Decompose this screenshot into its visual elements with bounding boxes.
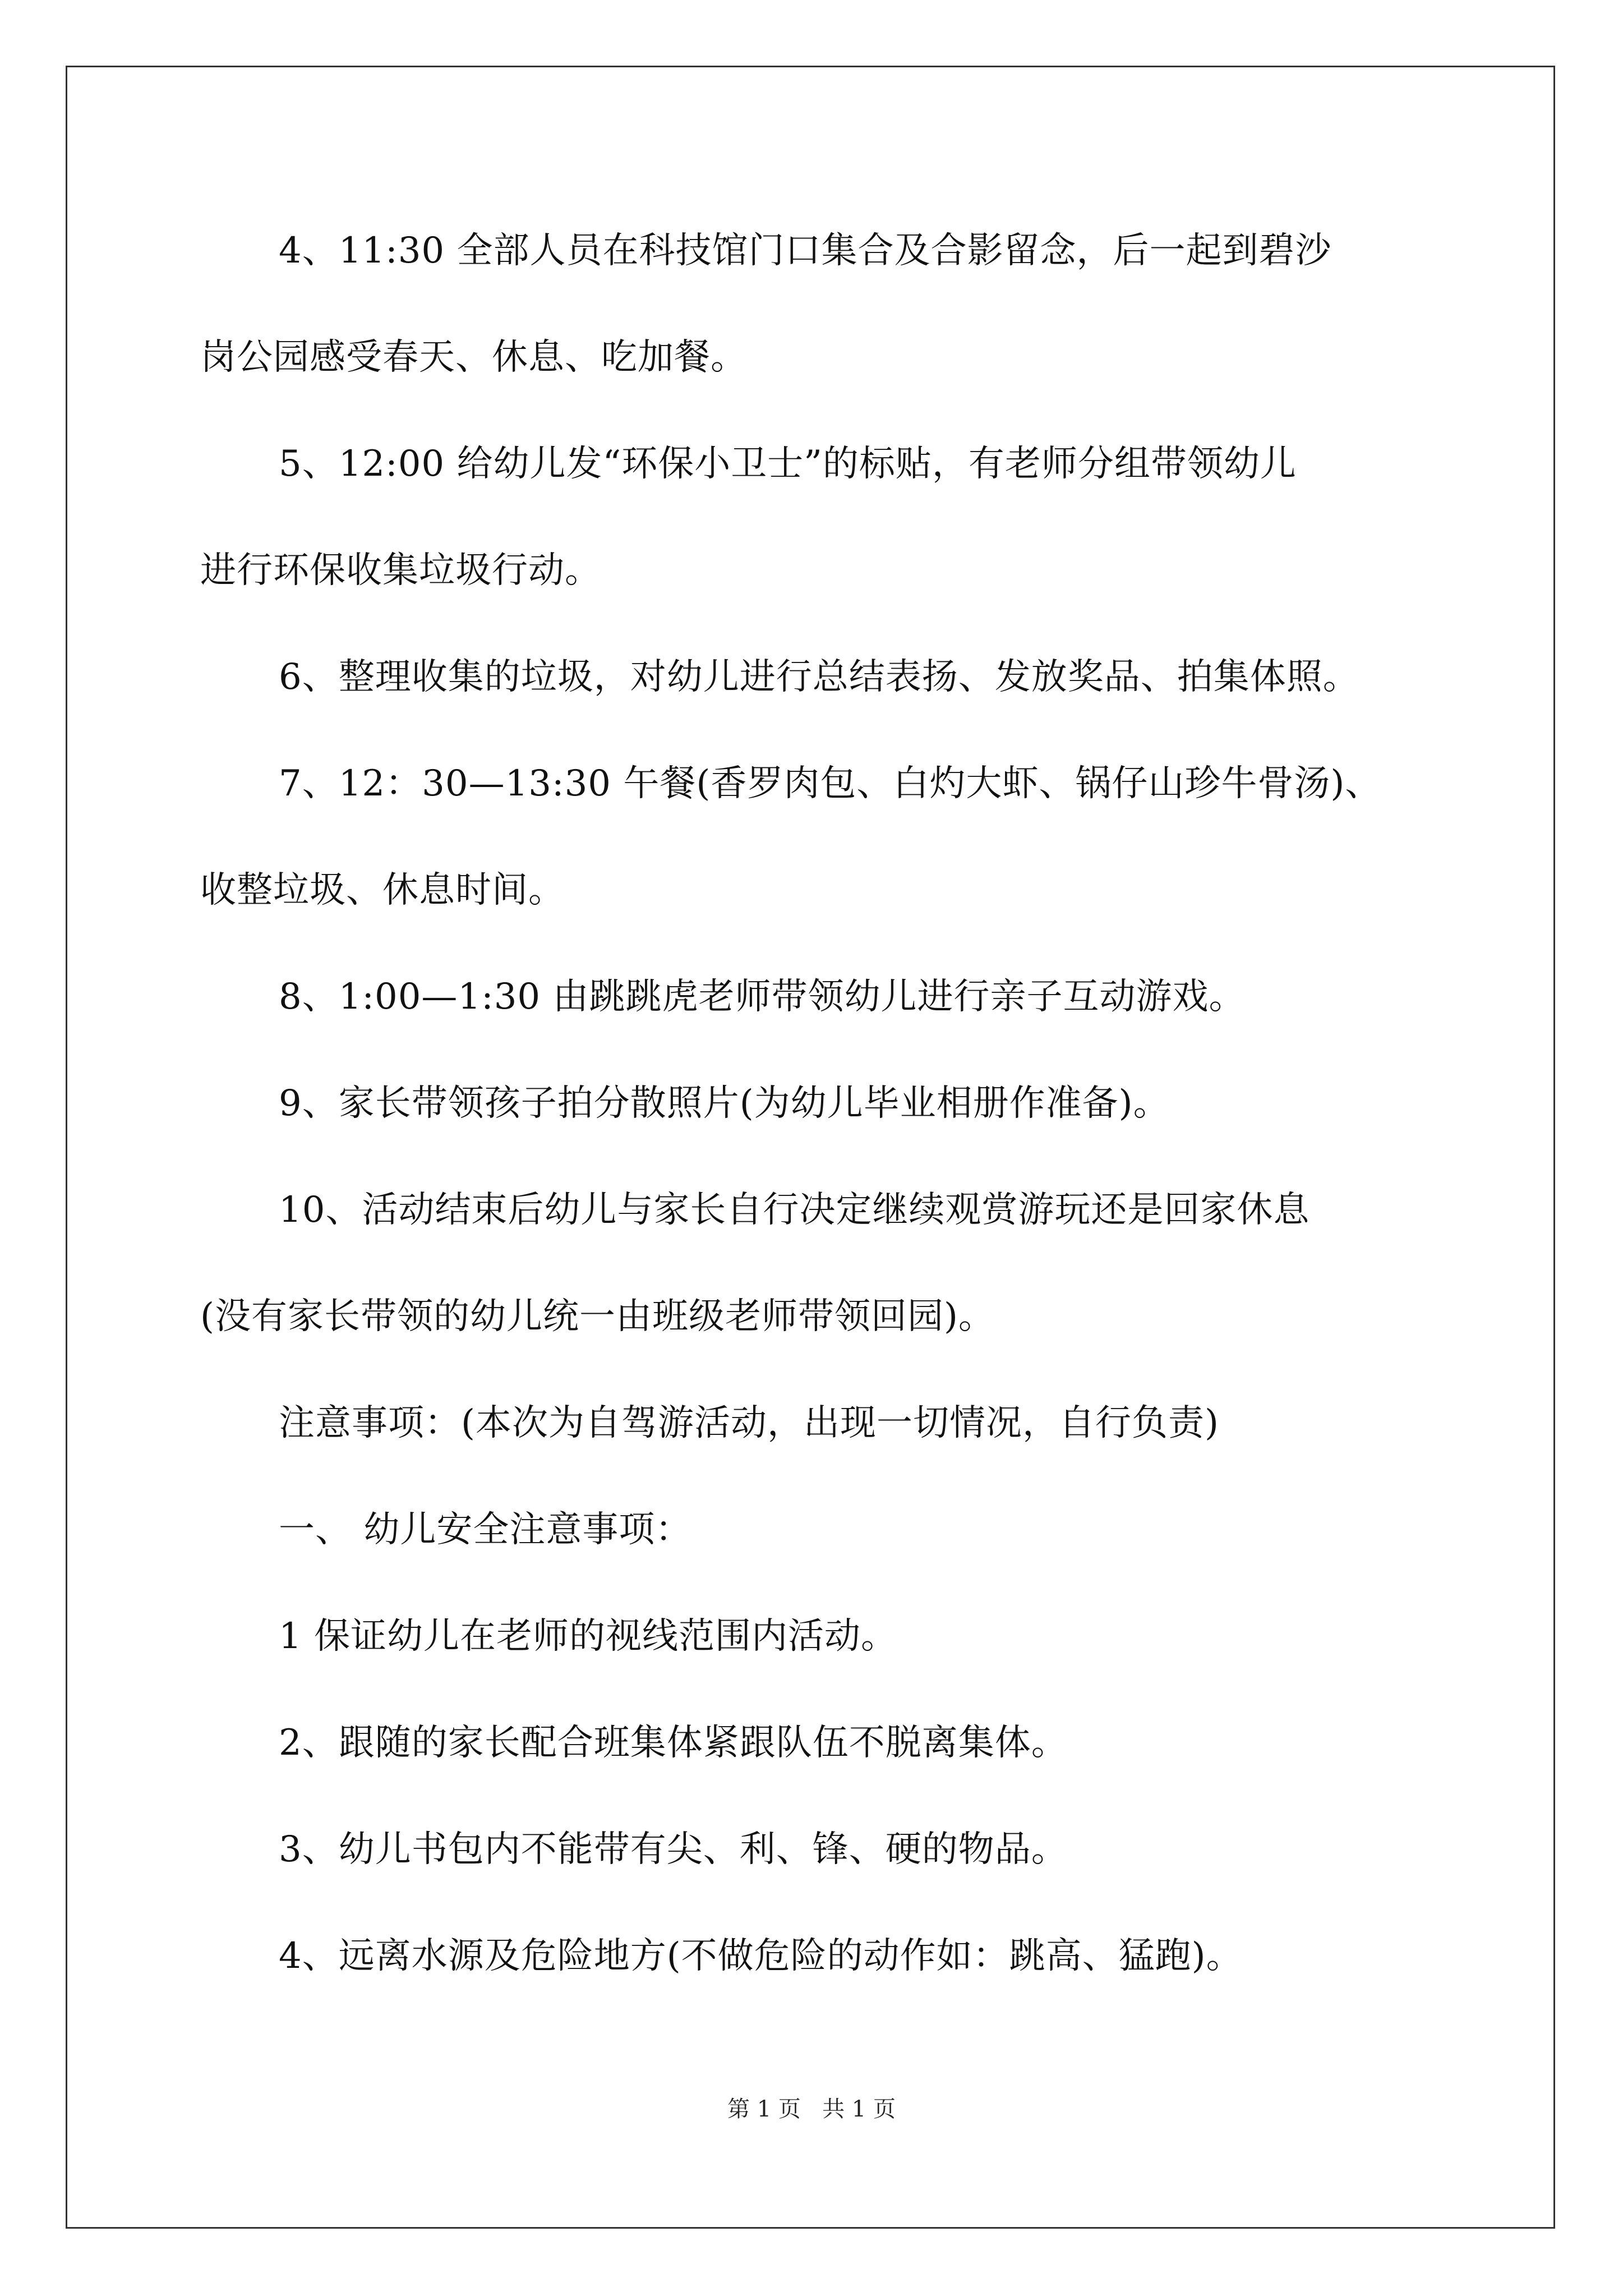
text-line: 收整垃圾、休息时间。 [200,869,565,911]
page-border [66,66,1555,2229]
text-line: 8、1:00—1:30 由跳跳虎老师带领幼儿进行亲子互动游戏。 [279,976,1246,1018]
text-line: 10、活动结束后幼儿与家长自行决定继续观赏游玩还是回家休息 [279,1189,1310,1231]
text-line: 6、整理收集的垃圾，对幼儿进行总结表扬、发放奖品、拍集体照。 [279,656,1359,698]
page-footer: 第 1 页 共 1 页 [727,2096,896,2122]
text-line: 5、12:00 给幼儿发“环保小卫士”的标贴，有老师分组带领幼儿 [279,443,1297,485]
text-line: 3、幼儿书包内不能带有尖、利、锋、硬的物品。 [279,1829,1068,1870]
text-line: 2、跟随的家长配合班集体紧跟队伍不脱离集体。 [279,1722,1068,1764]
text-line: 4、远离水源及危险地方(不做危险的动作如：跳高、猛跑)。 [279,1935,1243,1977]
text-line: 进行环保收集垃圾行动。 [200,550,601,591]
text-line: 9、家长带领孩子拍分散照片(为幼儿毕业相册作准备)。 [279,1083,1170,1124]
text-line: 岗公园感受春天、休息、吃加餐。 [200,337,747,378]
text-line: (没有家长带领的幼儿统一由班级老师带领回园)。 [200,1296,995,1337]
text-line: 7、12：30—13:30 午餐(香罗肉包、白灼大虾、锅仔山珍牛骨汤)、 [279,763,1382,804]
text-line: 1 保证幼儿在老师的视线范围内活动。 [279,1616,898,1657]
text-line: 4、11:30 全部人员在科技馆门口集合及合影留念，后一起到碧沙 [279,230,1332,272]
text-line: 注意事项：(本次为自驾游活动，出现一切情况，自行负责) [279,1402,1219,1444]
text-line: 一、 幼儿安全注意事项： [279,1509,692,1550]
